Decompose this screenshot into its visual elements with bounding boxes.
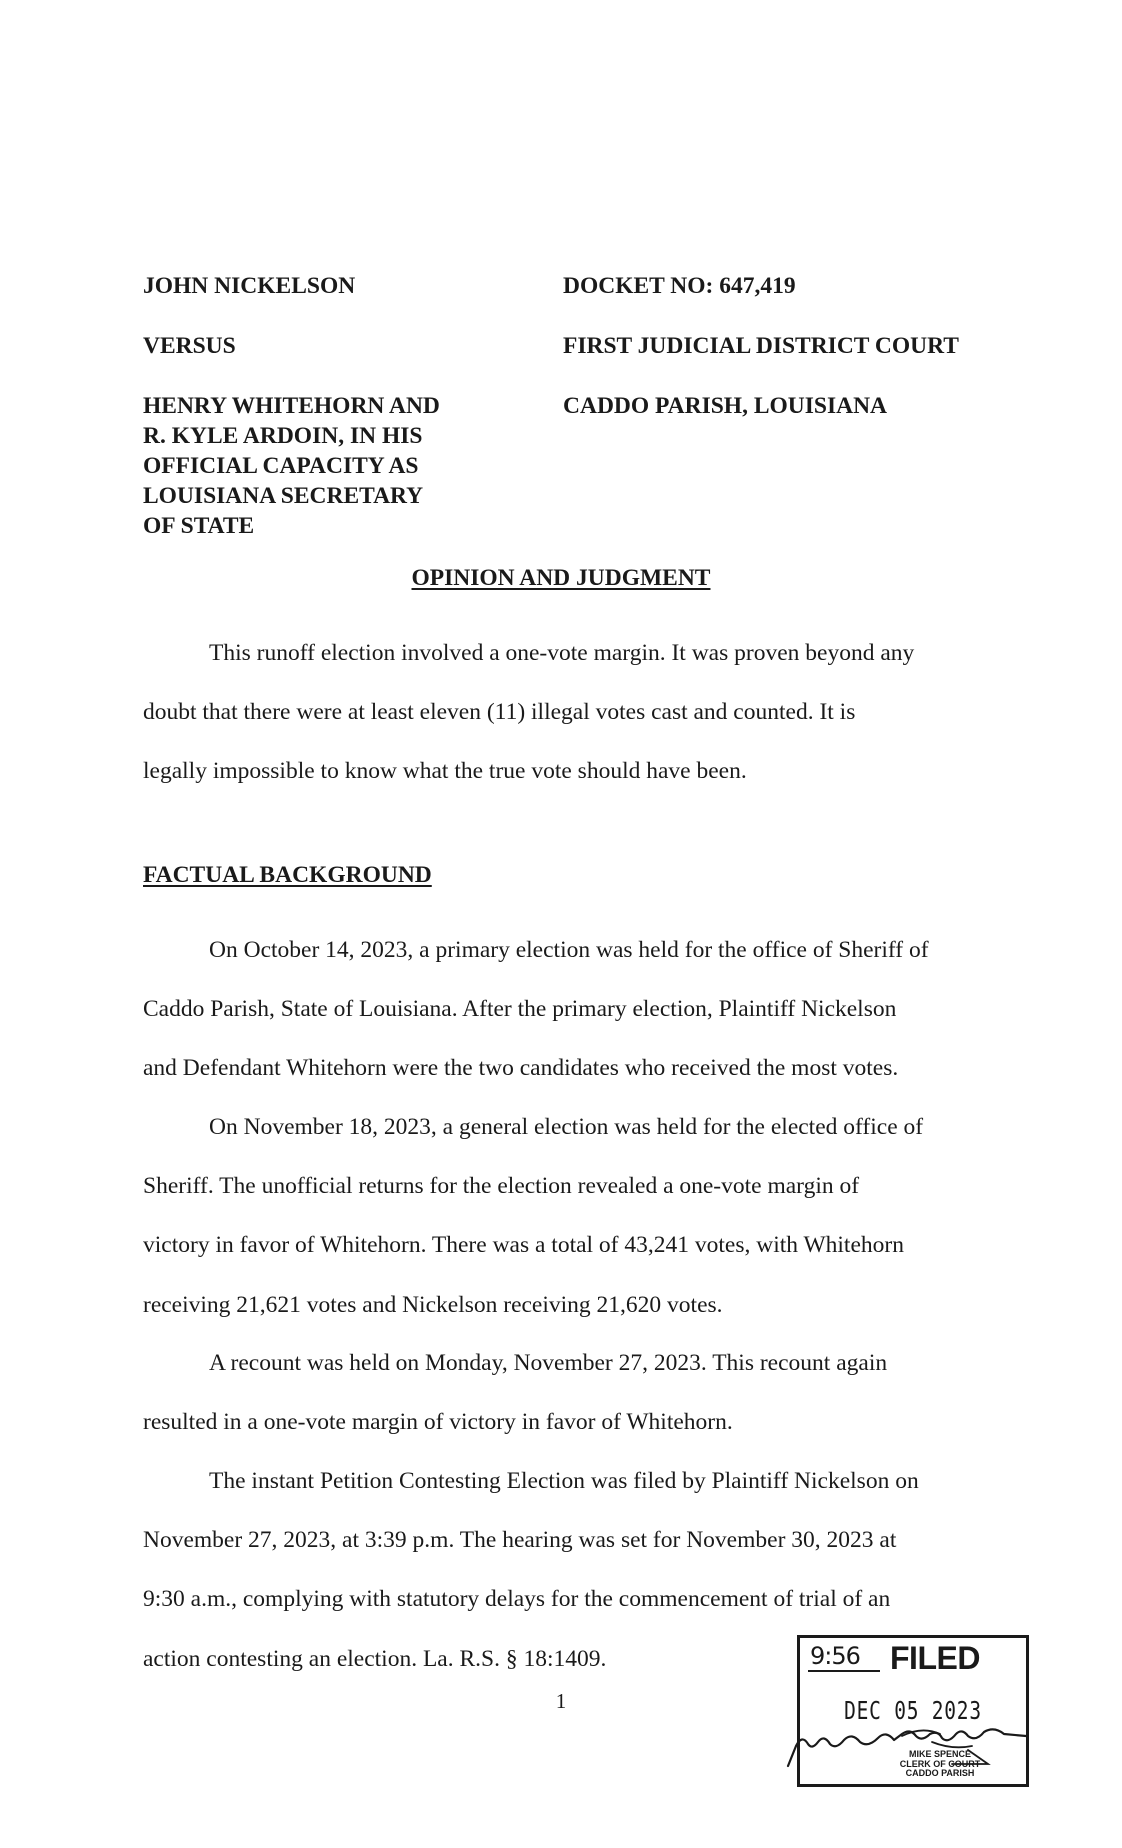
- plaintiff-name: JOHN NICKELSON: [143, 273, 356, 299]
- paragraph-recount: [143, 1334, 998, 1452]
- paragraph-primary-election: [143, 921, 998, 1099]
- paragraph-general-election: [143, 1098, 998, 1335]
- text-line: victory in favor of Whitehorn. There was a total of 43,241 votes, with Whitehorn: [143, 1232, 904, 1259]
- text-line: On November 18, 2023, a general election was held for the elected office of: [209, 1114, 924, 1140]
- parish-name: CADDO PARISH, LOUISIANA: [563, 393, 888, 419]
- section-heading: FACTUAL BACKGROUND: [143, 862, 432, 888]
- stamp-time: 9:56: [810, 1642, 860, 1670]
- text-line: and Defendant Whitehorn were the two candidates who received the most votes.: [143, 1055, 899, 1082]
- docket-number: DOCKET NO: 647,419: [563, 273, 796, 299]
- text-line: resulted in a one-vote margin of victory in favor of Whitehorn.: [143, 1409, 733, 1436]
- clerk-parish: CADDO PARISH: [905, 1768, 975, 1778]
- text-line: Sheriff. The unofficial returns for the election revealed a one-vote margin of: [143, 1173, 860, 1200]
- defendant-line: R. KYLE ARDOIN, IN HIS: [143, 423, 423, 449]
- defendant-line: OF STATE: [143, 513, 255, 539]
- caption-parties: [143, 271, 523, 541]
- versus-label: VERSUS: [143, 333, 236, 359]
- text-line: November 27, 2023, at 3:39 p.m. The hearing was set for November 30, 2023 at: [143, 1527, 897, 1554]
- text-line: This runoff election involved a one-vote margin. It was proven beyond any: [209, 640, 915, 666]
- page-number: 1: [555, 1689, 567, 1713]
- stamp-time-underline: [808, 1670, 880, 1672]
- defendant-line: HENRY WHITEHORN AND: [143, 393, 440, 419]
- text-line: The instant Petition Contesting Election was filed by Plaintiff Nickelson on: [209, 1468, 919, 1494]
- stamp-clerk-block: [870, 1750, 1010, 1779]
- text-line: Caddo Parish, State of Louisiana. After the primary election, Plaintiff Nickelson: [143, 996, 897, 1023]
- court-name: FIRST JUDICIAL DISTRICT COURT: [563, 333, 959, 359]
- stamp-date: DEC 05 2023: [844, 1696, 982, 1725]
- document-title: OPINION AND JUDGMENT: [411, 565, 711, 591]
- caption-court: [563, 271, 1083, 421]
- intro-paragraph: [143, 624, 998, 802]
- clerk-title: CLERK OF COURT: [899, 1758, 981, 1769]
- defendant-line: OFFICIAL CAPACITY AS: [143, 453, 419, 479]
- text-line: receiving 21,621 votes and Nickelson receiving 21,620 votes.: [143, 1291, 723, 1318]
- clerk-name: MIKE SPENCE: [908, 1749, 971, 1759]
- text-line: On October 14, 2023, a primary election was held for the office of Sheriff of: [209, 937, 929, 963]
- text-line: A recount was held on Monday, November 27, 2023. This recount again: [209, 1350, 888, 1376]
- filed-stamp: [797, 1635, 1029, 1787]
- text-line: doubt that there were at least eleven (11) illegal votes cast and counted. It is: [143, 699, 856, 726]
- text-line: 9:30 a.m., complying with statutory delays for the commencement of trial of an: [143, 1586, 891, 1613]
- stamp-header: [808, 1640, 1024, 1680]
- text-line: legally impossible to know what the true vote should have been.: [143, 758, 747, 785]
- text-line: action contesting an election. La. R.S. § 18:1409.: [143, 1645, 607, 1672]
- stamp-filed-label: FILED: [890, 1640, 980, 1676]
- defendant-line: LOUISIANA SECRETARY: [143, 483, 424, 509]
